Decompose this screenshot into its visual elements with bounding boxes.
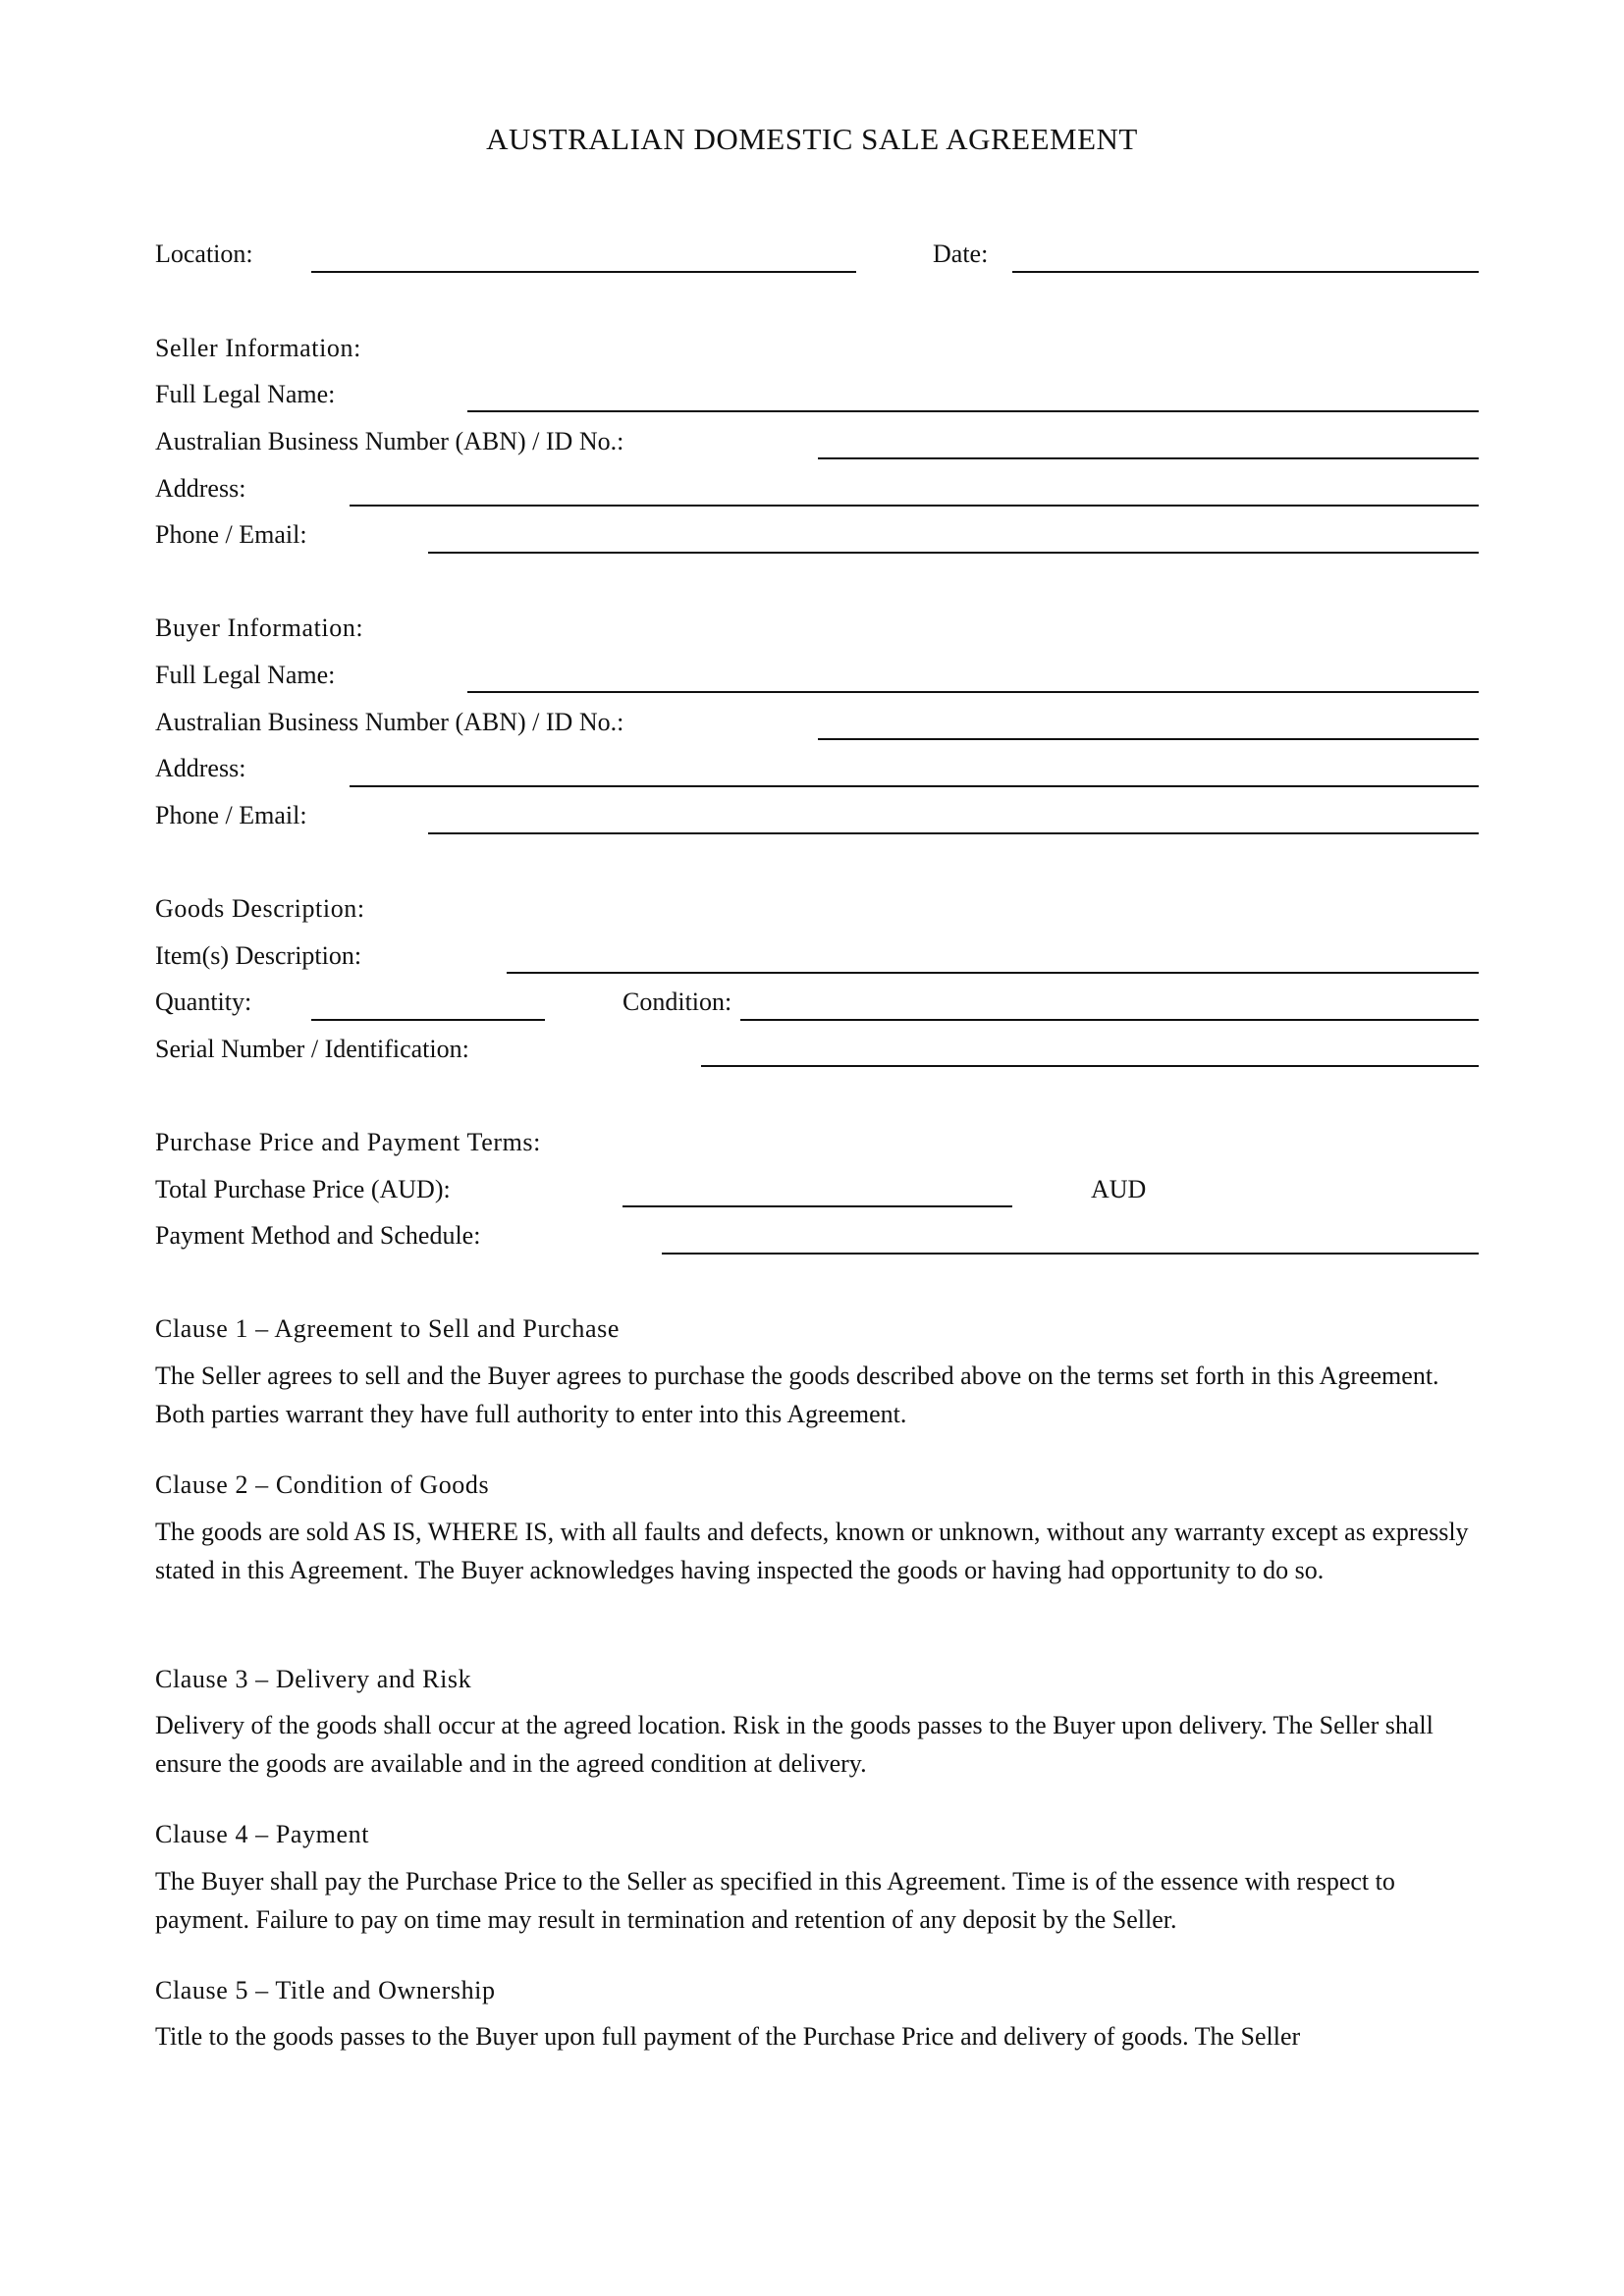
buyer-name-label: Full Legal Name:: [155, 661, 336, 689]
seller-heading: Seller Information:: [155, 334, 361, 362]
buyer-heading: Buyer Information:: [155, 614, 364, 642]
seller-name-label: Full Legal Name:: [155, 380, 336, 408]
seller-abn-label: Australian Business Number (ABN) / ID No.:: [155, 427, 624, 455]
location-label: Location:: [155, 240, 253, 268]
buyer-name-field[interactable]: [467, 691, 1479, 693]
date-label: Date:: [933, 240, 989, 268]
buyer-contact-label: Phone / Email:: [155, 801, 307, 829]
document-title: AUSTRALIAN DOMESTIC SALE AGREEMENT: [486, 122, 1138, 156]
clause-2-heading: Clause 2 – Condition of Goods: [155, 1470, 490, 1499]
clause-2-text: The goods are sold AS IS, WHERE IS, with all faults and defects, known or unknown, without any warranty except as expressly stated in this Agreement. The Buyer acknowledges having inspected the goods or having had opportunity to do so.: [155, 1518, 1469, 1584]
condition-field[interactable]: [740, 1019, 1479, 1021]
total-price-label: Total Purchase Price (AUD):: [155, 1175, 451, 1203]
location-field[interactable]: [311, 271, 856, 273]
seller-contact-field[interactable]: [428, 552, 1479, 554]
goods-heading: Goods Description:: [155, 894, 365, 923]
seller-address-label: Address:: [155, 474, 246, 503]
clause-3-heading: Clause 3 – Delivery and Risk: [155, 1665, 472, 1693]
buyer-address-label: Address:: [155, 754, 246, 782]
seller-name-field[interactable]: [467, 410, 1479, 412]
serial-number-field[interactable]: [701, 1065, 1479, 1067]
items-description-field[interactable]: [507, 972, 1479, 974]
currency-label: AUD: [1091, 1175, 1147, 1203]
clause-1-heading: Clause 1 – Agreement to Sell and Purchase: [155, 1314, 620, 1343]
clause-5-text: Title to the goods passes to the Buyer upon full payment of the Purchase Price and delivery of goods. The Seller: [155, 2022, 1301, 2051]
clause-1-text: The Seller agrees to sell and the Buyer agrees to purchase the goods described above on the terms set forth in this Agreement. Both parties warrant they have full authority to enter into this Agreement.: [155, 1362, 1439, 1428]
clause-3-text: Delivery of the goods shall occur at the agreed location. Risk in the goods passes to the Buyer upon delivery. The Seller shall ensure the goods are available and in the agreed condition at delivery.: [155, 1711, 1434, 1778]
items-description-label: Item(s) Description:: [155, 941, 362, 970]
total-price-field[interactable]: [623, 1205, 1012, 1207]
price-heading: Purchase Price and Payment Terms:: [155, 1128, 541, 1156]
buyer-abn-field[interactable]: [818, 738, 1479, 740]
condition-label: Condition:: [623, 988, 732, 1016]
quantity-label: Quantity:: [155, 988, 252, 1016]
buyer-abn-label: Australian Business Number (ABN) / ID No.:: [155, 708, 624, 736]
quantity-field[interactable]: [311, 1019, 545, 1021]
payment-method-label: Payment Method and Schedule:: [155, 1221, 481, 1250]
clause-5-heading: Clause 5 – Title and Ownership: [155, 1976, 496, 2004]
buyer-address-field[interactable]: [350, 785, 1479, 787]
seller-address-field[interactable]: [350, 505, 1479, 507]
buyer-contact-field[interactable]: [428, 832, 1479, 834]
seller-abn-field[interactable]: [818, 457, 1479, 459]
clause-4-heading: Clause 4 – Payment: [155, 1820, 370, 1848]
seller-contact-label: Phone / Email:: [155, 520, 307, 549]
clause-4-text: The Buyer shall pay the Purchase Price to the Seller as specified in this Agreement. Time is of the essence with respect to payment. Failure to pay on time may result in termination and retention of any deposit by the Seller.: [155, 1867, 1395, 1934]
date-field[interactable]: [1012, 271, 1479, 273]
serial-number-label: Serial Number / Identification:: [155, 1035, 469, 1063]
payment-method-field[interactable]: [662, 1253, 1479, 1255]
